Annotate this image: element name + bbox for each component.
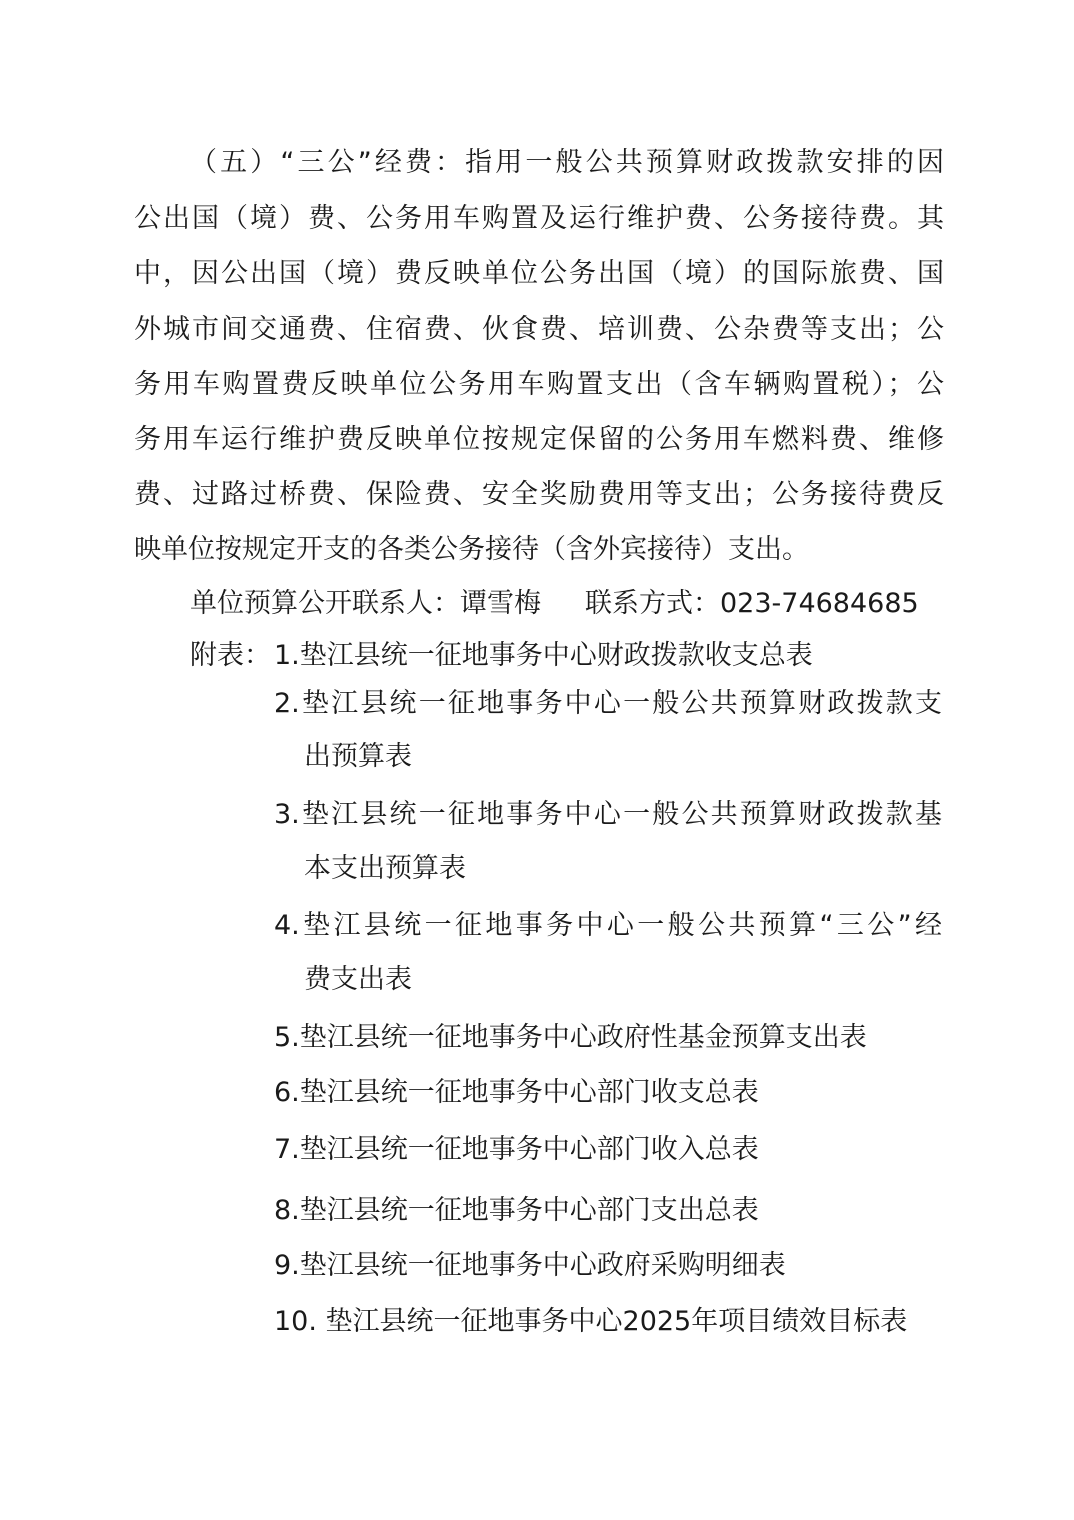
paragraph-line: 务用车购置费反映单位公务用车购置支出（含车辆购置税）；公 bbox=[134, 369, 944, 400]
attachment-item-10: 10. 垫江县统一征地事务中心2025年项目绩效目标表 bbox=[274, 1306, 908, 1337]
paragraph-line: 中，因公出国（境）费反映单位公务出国（境）的国际旅费、国 bbox=[134, 258, 944, 289]
paragraph-line: 务用车运行维护费反映单位按规定保留的公务用车燃料费、维修 bbox=[134, 424, 944, 455]
attachment-item-3-continued: 本支出预算表 bbox=[304, 853, 466, 884]
attachment-item-5: 5.垫江县统一征地事务中心政府性基金预算支出表 bbox=[274, 1022, 867, 1053]
attachment-item-9: 9.垫江县统一征地事务中心政府采购明细表 bbox=[274, 1250, 786, 1281]
attachment-item-8: 8.垫江县统一征地事务中心部门支出总表 bbox=[274, 1195, 759, 1226]
attachments-label: 附表： bbox=[190, 640, 271, 671]
contact-method: 联系方式：023-74684685 bbox=[585, 588, 919, 619]
attachment-item-2-continued: 出预算表 bbox=[304, 741, 412, 772]
paragraph-line: 映单位按规定开支的各类公务接待（含外宾接待）支出。 bbox=[134, 534, 809, 565]
attachment-item-4: 4.垫江县统一征地事务中心一般公共预算“三公”经 bbox=[274, 910, 942, 941]
paragraph-line: （五）“三公”经费：指用一般公共预算财政拨款安排的因 bbox=[190, 147, 944, 178]
attachment-item-2: 2.垫江县统一征地事务中心一般公共预算财政拨款支 bbox=[274, 688, 942, 719]
attachment-item-4-continued: 费支出表 bbox=[304, 964, 412, 995]
attachment-item-1: 1.垫江县统一征地事务中心财政拨款收支总表 bbox=[274, 640, 813, 671]
contact-person: 单位预算公开联系人：谭雪梅 bbox=[190, 588, 541, 619]
attachment-item-6: 6.垫江县统一征地事务中心部门收支总表 bbox=[274, 1077, 759, 1108]
contact-line bbox=[190, 586, 919, 622]
attachment-item-7: 7.垫江县统一征地事务中心部门收入总表 bbox=[274, 1134, 759, 1165]
paragraph-line: 公出国（境）费、公务用车购置及运行维护费、公务接待费。其 bbox=[134, 203, 944, 234]
attachment-item-3: 3.垫江县统一征地事务中心一般公共预算财政拨款基 bbox=[274, 799, 942, 830]
paragraph-line: 外城市间交通费、住宿费、伙食费、培训费、公杂费等支出；公 bbox=[134, 314, 944, 345]
paragraph-line: 费、过路过桥费、保险费、安全奖励费用等支出；公务接待费反 bbox=[134, 479, 944, 510]
